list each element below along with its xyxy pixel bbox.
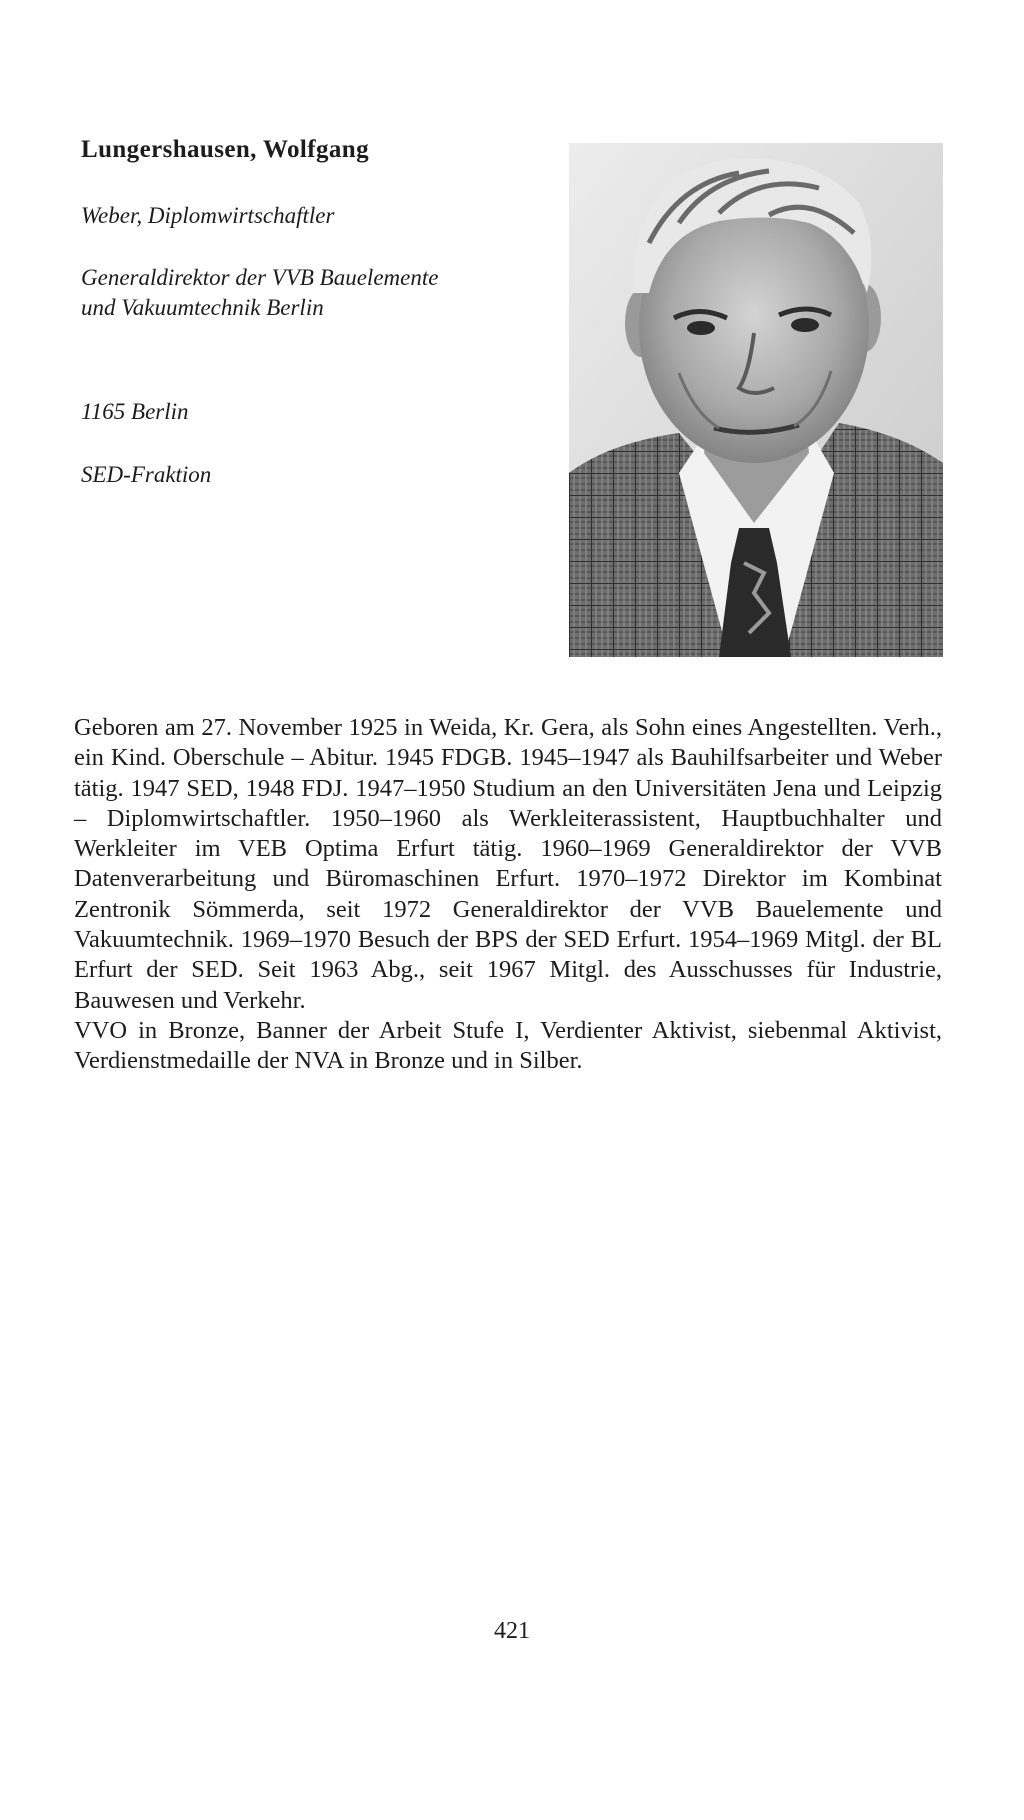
entry-position: Generaldirektor der VVB Bauelemente und Vakuumtechnik Berlin	[81, 265, 439, 320]
entry-address: 1165 Berlin	[81, 399, 189, 424]
entry-faction: SED-Fraktion	[81, 462, 212, 487]
page-number: 421	[494, 1618, 530, 1644]
biography-paragraph: Geboren am 27. November 1925 in Weida, Kr. Gera, als Sohn eines Angestellten. Verh., ein Kind. Oberschule – Abitur. 1945 FDGB. 1945–1947 als Bauhilfsarbeiter und Weber tätig. 1947 SED, 1948 FDJ. 1947–1950 Studium an den Universitäten Jena und Leipzig – Diplomwirtschaftler. 1950–1960 als Werkleiterassistent, Hauptbuchhalter und Werkleiter im VEB Optima Erfurt tätig. 1960–1969 Generaldirektor der VVB Datenverarbeitung und Büromaschinen Erfurt. 1970–1972 Direktor im Kombinat Zentronik Sömmerda, seit 1972 Generaldirektor der VVB Bauelemente und Vakuumtechnik. 1969–1970 Besuch der BPS der SED Erfurt. 1954–1969 Mitgl. der BL Erfurt der SED. Seit 1963 Abg., seit 1967 Mitgl. des Ausschusses für Industrie, Bauwesen und Verkehr.	[74, 714, 942, 1014]
portrait-photo	[569, 143, 943, 657]
entry-profession: Weber, Diplomwirtschaftler	[81, 203, 335, 228]
biography-paragraph: VVO in Bronze, Banner der Arbeit Stufe I, Verdienter Aktivist, siebenmal Aktivist, Verdienstmedaille der NVA in Bronze und in Silber.	[74, 1016, 942, 1075]
entry-name: Lungershausen, Wolfgang	[81, 136, 369, 163]
biography-text	[74, 713, 942, 1077]
